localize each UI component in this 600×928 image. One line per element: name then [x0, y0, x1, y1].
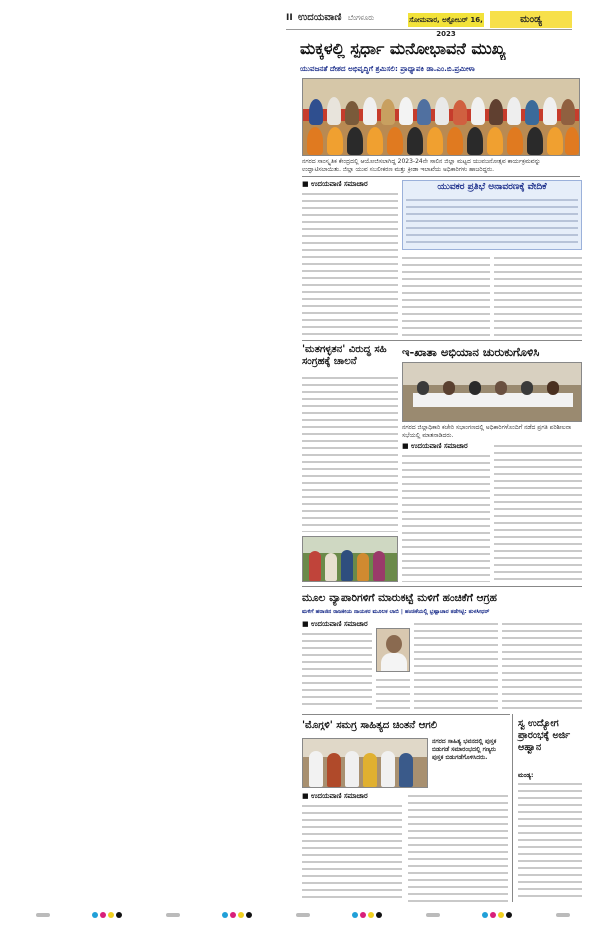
ekhata-headline: ಇ-ಖಾತಾ ಅಭಿಯಾನ ಚುರುಕುಗೊಳಿಸಿ	[402, 345, 540, 359]
page-number: II	[286, 13, 293, 23]
market-body-col3	[502, 620, 582, 710]
divider	[302, 340, 582, 341]
divider	[302, 586, 582, 587]
ekhata-caption: ನಗರದ ಜಿಲ್ಲಾಧಿಕಾರಿ ಕಚೇರಿ ಸಭಾಂಗಣದಲ್ಲಿ ಅಧಿಕಾರಿಗಳೊಂದಿಗೆ ನಡೆದ ಪ್ರಗತಿ ಪರಿಶೀಲನಾ ಸಭೆಯಲ್ಲಿ ಮಾತನಾಡಿದರು.	[402, 424, 572, 439]
issue-date: ಸೋಮವಾರ, ಅಕ್ಟೋಬರ್ 16, 2023	[408, 13, 484, 27]
sakhi-body	[302, 374, 398, 532]
mogali-byline: ■ ಉದಯವಾಣಿ ಸಮಾಚಾರ	[302, 792, 368, 800]
top-subhead: ಯುವಜನತೆ ದೇಶದ ಅಭಿವೃದ್ಧಿಗೆ ಶ್ರಮಿಸಲಿ: ಪ್ರಾಧ್ಯಾಪಕಿ ಡಾ.ಎಂ.ಬಿ.ಪ್ರಮೀಳಾ	[300, 64, 475, 73]
sakhi-title: 'ಮತಗಳ್ಳತನ' ವಿರುದ್ಧ ಸಹಿ ಸಂಗ್ರಹಕ್ಕೆ ಚಾಲನೆ	[302, 344, 387, 367]
market-body-col1	[302, 630, 372, 710]
print-registration-marks	[0, 908, 600, 920]
divider	[302, 176, 580, 177]
mogali-headline: 'ಮೊಗ್ಗಳಿ' ಸಮಗ್ರ ಸಾಹಿತ್ಯದ ಚಿಂತನೆ ಆಗಲಿ	[302, 720, 437, 731]
divider	[302, 714, 510, 715]
market-body-col2	[414, 620, 498, 710]
top-headline: ಮಕ್ಕಳಲ್ಲಿ ಸ್ಪರ್ಧಾ ಮನೋಭಾವನೆ ಮುಖ್ಯ	[300, 39, 506, 58]
top-body-col1	[302, 190, 398, 340]
top-photo-caption: ನಗರದ ಸಾಂಸ್ಕೃತಿಕ ಕೇಂದ್ರದಲ್ಲಿ ಆಯೋಜಿಸಲಾಗಿದ್ದ 2023-24ನೇ ಸಾಲಿನ ಜಿಲ್ಲಾ ಮಟ್ಟದ ಯುವಜನೋತ್ಸವ ಕಾರ್ಯಕ್ರಮವನ್ನು ಉದ್ಘಾಟಿಸಲಾಯಿತು. ಜಿಲ್ಲಾ ಯುವ ಸಬಲೀಕರಣ ಮತ್ತು ಕ್ರೀಡಾ ಇಲಾಖೆಯ ಅಧಿಕಾರಿಗಳು ಹಾಜರಿದ್ದರು.	[302, 158, 541, 173]
edition-name: ಬೆಂಗಳೂರು	[348, 14, 375, 22]
top-body-col2	[402, 254, 490, 336]
paper-name: ಉದಯವಾಣಿ	[298, 12, 342, 23]
top-photo	[302, 78, 580, 156]
highlight-box-title: ಯುವಕರ ಪ್ರತಿಭೆ ಅನಾವರಣಕ್ಕೆ ವೇದಿಕೆ	[437, 182, 547, 192]
highlight-box-text	[406, 196, 578, 248]
market-byline: ■ ಉದಯವಾಣಿ ಸಮಾಚಾರ	[302, 620, 368, 628]
divider	[512, 714, 513, 902]
market-body-col2a	[376, 676, 410, 710]
mogali-photo	[302, 738, 428, 788]
market-headline: ಮೂಲ ವ್ಯಾಪಾರಿಗಳಿಗೆ ಮಾರುಕಟ್ಟೆ ಮಳಿಗೆ ಹಂಚಿಕೆಗೆ ಆಗ್ರಹ	[302, 592, 497, 604]
region-tab: ಮಂಡ್ಯ	[490, 11, 572, 28]
top-byline: ■ ಉದಯವಾಣಿ ಸಮಾಚಾರ	[302, 180, 368, 188]
jobs-body	[518, 780, 582, 902]
top-body-col3	[494, 254, 582, 336]
mogali-caption: ನಗರದ ಸಾಹಿತ್ಯ ಭವನದಲ್ಲಿ ಪುಸ್ತಕ ಬಿಡುಗಡೆ ಸಮಾರಂಭದಲ್ಲಿ ಗಣ್ಯರು ಪುಸ್ತಕ ಬಿಡುಗಡೆಗೊಳಿಸಿದರು.	[432, 738, 497, 761]
market-subhead: ಮಳಿಗೆ ಹರಾಜಿನ ರಾಜಕೀಯ ನಾಯಕರ ಮೂಲಕ ಲಾಬಿ | ಹಂಚಿಕೆಯಲ್ಲಿ ಭ್ರಷ್ಟಾಚಾರ ತಡೆಗಟ್ಟಿ: ತುಳಸೀಧರ್	[302, 609, 490, 615]
ekhata-body-col1	[402, 452, 490, 582]
jobs-title: ಸ್ವ ಉದ್ಯೋಗ ಪ್ರಾರಂಭಕ್ಕೆ ಅರ್ಜಿ ಆಹ್ವಾನ	[518, 718, 571, 753]
ekhata-photo	[402, 362, 582, 422]
mogali-body-col1	[302, 802, 402, 902]
ekhata-byline: ■ ಉದಯವಾಣಿ ಸಮಾಚಾರ	[402, 442, 468, 450]
masthead	[286, 10, 572, 38]
sakhi-photo	[302, 536, 398, 582]
ekhata-body-col2	[494, 442, 582, 582]
jobs-lead: ಮಂಡ್ಯ:	[518, 772, 534, 779]
market-portrait	[376, 628, 410, 672]
mogali-body-col2	[408, 792, 508, 902]
